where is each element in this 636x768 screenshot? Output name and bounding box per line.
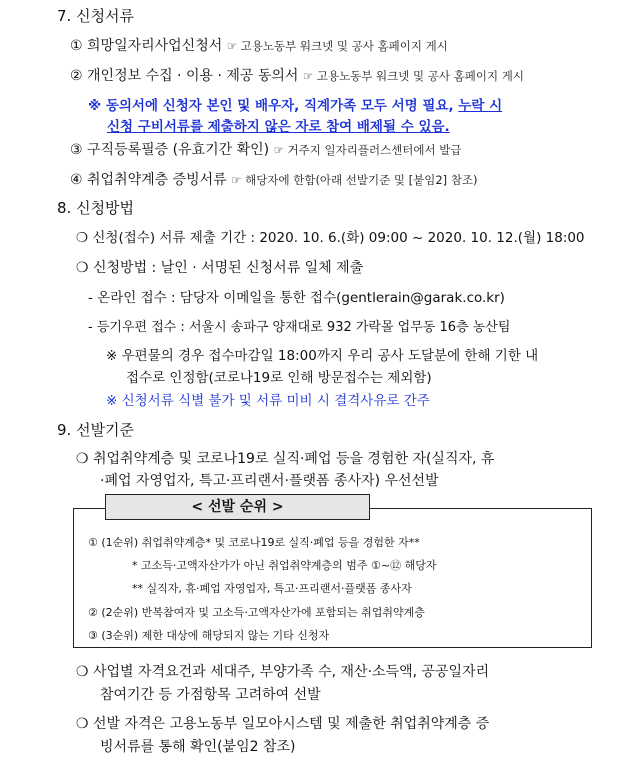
priority-criteria-line-1: ❍ 취업취약계층 및 코로나19로 실직·폐업 등을 경험한 자(실직자, 휴 <box>76 451 495 467</box>
item-number: ① <box>70 38 83 54</box>
rank-2: ② (2순위) 반복참여자 및 고소득·고액자산가에 포함되는 취업취약계층 <box>88 606 425 619</box>
priority-criteria-line-2: ·폐업 자영업자, 특고·프리랜서·플랫폼 종사자) 우선선발 <box>100 473 439 489</box>
item-number: ② <box>70 68 83 84</box>
item-main-text: 개인정보 수집 · 이용 · 제공 동의서 <box>87 68 299 84</box>
mail-note-line-1: ※ 우편물의 경우 접수마감일 18:00까지 우리 공사 도달분에 한해 기한 내 <box>106 348 539 364</box>
consent-warning-line-2: 신청 구비서류를 제출하지 않은 자로 참여 배제될 수 있음. <box>107 119 450 135</box>
application-method: ❍ 신청방법 : 날인 · 서명된 신청서류 일체 제출 <box>76 260 364 276</box>
section-7-title: 7. 신청서류 <box>57 7 135 25</box>
consent-warning-line-1 <box>88 96 502 116</box>
mail-note-line-2: 접수로 인정함(코로나19로 인해 방문접수는 제외함) <box>126 370 432 386</box>
rank-3: ③ (3순위) 제한 대상에 해당되지 않는 기타 신청자 <box>88 629 330 642</box>
rank-1-note-1: * 고소득·고액자산가가 아닌 취업취약계층의 범주 ①~⑫ 해당자 <box>132 559 437 572</box>
item-number: ③ <box>70 142 83 158</box>
mail-submission: - 등기우편 접수 : 서울시 송파구 양재대로 932 가락몰 업무동 16층 농산팀 <box>88 320 511 335</box>
scoring-criteria-line-1: ❍ 사업별 자격요건과 세대주, 부양가족 수, 재산·소득액, 공공일자리 <box>76 664 490 680</box>
section-8-title: 8. 신청방법 <box>57 199 135 217</box>
item-main-text: 희망일자리사업신청서 <box>87 38 223 54</box>
item-note: ☞ 고용노동부 워크넷 및 공사 홈페이지 게시 <box>226 39 448 53</box>
item-note: ☞ 거주지 일자리플러스센터에서 발급 <box>273 143 462 157</box>
item-main-text: 구직등록필증 (유효기간 확인) <box>87 142 270 158</box>
doc-item-4 <box>70 170 478 190</box>
doc-item-2 <box>70 66 524 86</box>
item-main-text: 취업취약계층 증빙서류 <box>87 172 227 188</box>
warning-text: ※ 동의서에 신청자 본인 및 배우자, 직계가족 모두 서명 필요, <box>88 98 454 114</box>
application-period: ❍ 신청(접수) 서류 제출 기간 : 2020. 10. 6.(화) 09:00 ~ 2020. 10. 12.(월) 18:00 <box>76 230 585 246</box>
verification-line-2: 빙서류를 통해 확인(붙임2 참조) <box>100 739 296 755</box>
item-number: ④ <box>70 172 83 188</box>
selection-rank-title: < 선발 순위 > <box>105 494 370 520</box>
scoring-criteria-line-2: 참여기간 등 가점항목 고려하여 선발 <box>100 687 321 703</box>
rank-1: ① (1순위) 취업취약계층* 및 코로나19로 실직·폐업 등을 경험한 자** <box>88 536 420 549</box>
section-9-title: 9. 선발기준 <box>57 421 135 439</box>
verification-line-1: ❍ 선발 자격은 고용노동부 일모아시스템 및 제출한 취업취약계층 증 <box>76 716 490 732</box>
item-note: ☞ 고용노동부 워크넷 및 공사 홈페이지 게시 <box>302 69 524 83</box>
doc-item-3 <box>70 140 462 160</box>
item-note: ☞ 해당자에 한함(아래 선발기준 및 [붙임2] 참조) <box>231 173 478 187</box>
doc-item-1 <box>70 36 448 56</box>
warning-underlined-text: 누락 시 <box>458 98 503 114</box>
online-submission: - 온라인 접수 : 담당자 이메일을 통한 접수(gentlerain@garak.co.kr) <box>88 290 505 306</box>
rank-1-note-2: ** 실직자, 휴·폐업 자영업자, 특고·프리랜서·플랫폼 종사자 <box>132 582 412 595</box>
disqualification-note: ※ 신청서류 식별 불가 및 서류 미비 시 결격사유로 간주 <box>106 393 430 409</box>
